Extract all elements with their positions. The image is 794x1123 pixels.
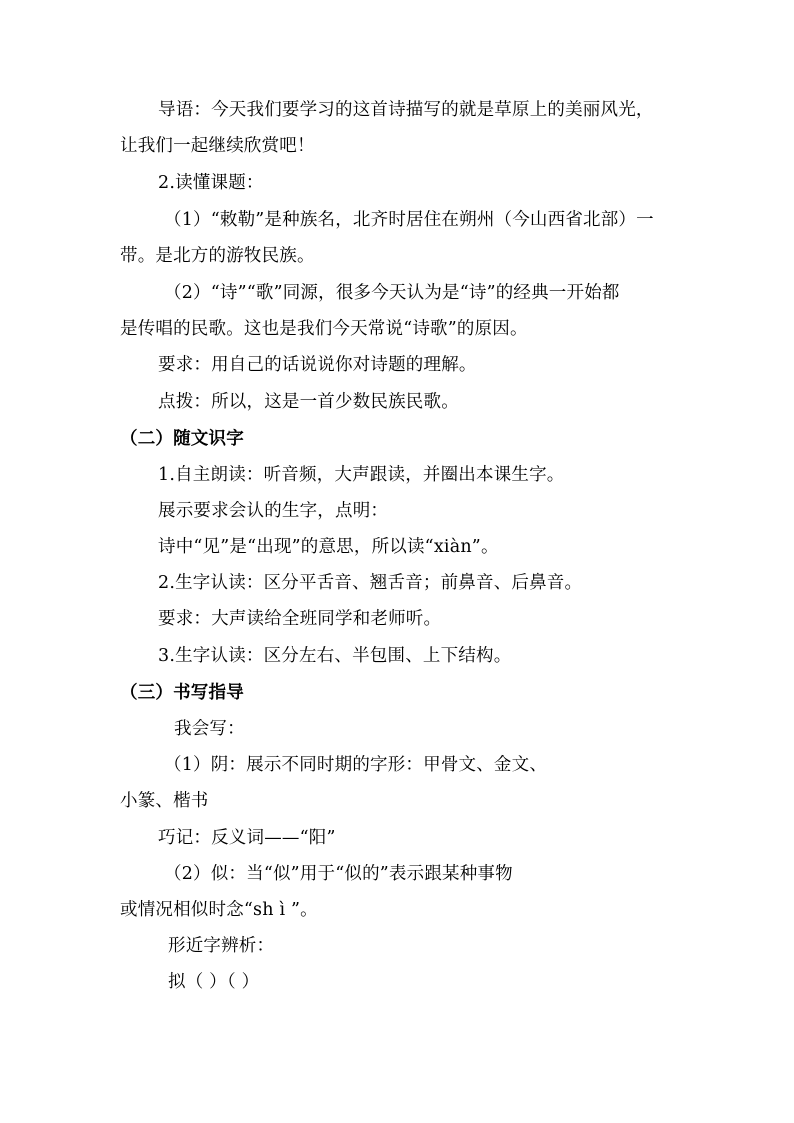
char-yin-line-1: （1）阴：展示不同时期的字形：甲骨文、金文、 xyxy=(164,755,548,775)
paragraph-intro-line-2: 让我们一起继续欣赏吧！ xyxy=(120,136,315,156)
guidance-line: 点拨：所以，这是一首少数民族民歌。 xyxy=(158,392,459,412)
i-can-write-line: 我会写： xyxy=(174,719,245,739)
paragraph-intro-line-1: 导语：今天我们要学习的这首诗描写的就是草原上的美丽风光， xyxy=(158,100,654,120)
note-1-line-2: 带。是北方的游牧民族。 xyxy=(120,246,315,266)
section-heading-3: （三）书写指导 xyxy=(120,683,244,703)
note-1-line-1: （1）“敕勒”是种族名，北齐时居住在朔州（今山西省北部）一 xyxy=(164,210,654,230)
char-si-line-2: 或情况相似时念“sh ì ”。 xyxy=(120,900,318,920)
mnemonic-line: 巧记：反义词——“阳” xyxy=(158,828,336,848)
step-1-line: 1.自主朗读：听音频，大声跟读，并圈出本课生字。 xyxy=(158,465,565,485)
step-3-line: 3.生字认读：区分左右、半包围、上下结构。 xyxy=(158,646,512,666)
note-2-line-1: （2）“诗”“歌”同源，很多今天认为是“诗”的经典一开始都 xyxy=(164,283,620,303)
char-yin-line-2: 小篆、楷书 xyxy=(120,791,209,811)
note-2-line-2: 是传唱的民歌。这也是我们今天常说“诗歌”的原因。 xyxy=(120,319,528,339)
section-heading-2: （二）随文识字 xyxy=(120,429,244,449)
requirement-line: 要求：用自己的话说说你对诗题的理解。 xyxy=(158,355,477,375)
char-si-line-1: （2）似：当“似”用于“似的”表示跟某种事物 xyxy=(164,864,513,884)
fill-blank-line: 拟（ ）（ ） xyxy=(168,972,260,992)
similar-char-heading: 形近字辨析： xyxy=(168,936,275,956)
pronunciation-line: 诗中“见”是“出现”的意思，所以读“xiàn”。 xyxy=(158,537,499,557)
section-heading-title-reading: 2.读懂课题： xyxy=(158,173,264,193)
requirement-line-2: 要求：大声读给全班同学和老师听。 xyxy=(158,609,442,629)
step-2-line: 2.生字认读：区分平舌音、翘舌音；前鼻音、后鼻音。 xyxy=(158,573,583,593)
display-line: 展示要求会认的生字，点明： xyxy=(158,501,389,521)
